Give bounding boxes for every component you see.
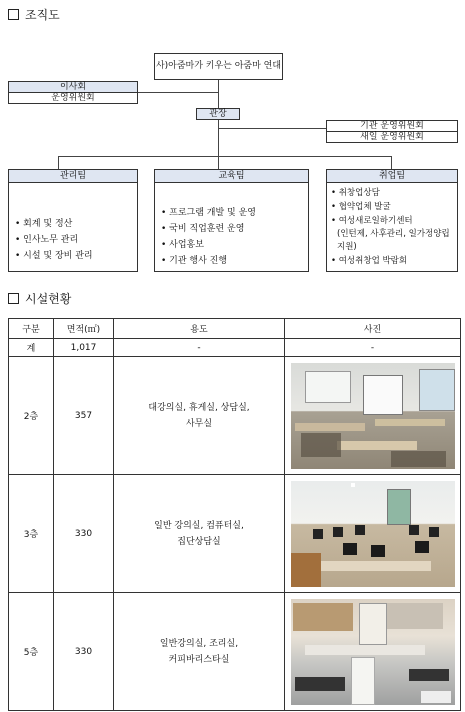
floor-use — [114, 593, 285, 711]
team-education-item: • 프로그램 개발 및 운영 — [161, 205, 302, 221]
team-employment-name: 취업팀 — [327, 170, 457, 183]
floor-photo-cell — [285, 593, 461, 711]
org-steering-node: 운영위원회 — [8, 92, 138, 104]
org-top-node: 사)아줌마가 키우는 아줌마 연대 — [154, 53, 283, 80]
floor-area: 357 — [54, 357, 114, 475]
org-connector — [58, 156, 391, 157]
table-row-total — [9, 339, 461, 357]
floor-label: 3층 — [9, 475, 54, 593]
team-education — [154, 169, 309, 272]
org-connector — [218, 128, 326, 129]
org-section-title — [8, 6, 60, 23]
table-row — [9, 475, 461, 593]
team-employment-item: • 협약업체 발굴 — [331, 200, 454, 214]
floor-use-line: 일반강의실, 조리실, — [159, 638, 239, 649]
header-cell: 면적(㎡) — [54, 319, 114, 339]
total-use: - — [114, 339, 285, 357]
computer-room-photo — [291, 481, 455, 587]
org-connector — [218, 156, 219, 169]
team-employment-item: • 여성새로일하기센터 — [331, 214, 454, 228]
table-row — [9, 357, 461, 475]
org-connector — [138, 92, 218, 93]
header-cell: 용도 — [114, 319, 285, 339]
floor-label: 2층 — [9, 357, 54, 475]
org-new-committee-node: 새일 운영위원회 — [326, 131, 458, 143]
org-connector — [218, 80, 219, 108]
org-board-node: 이사회 — [8, 81, 138, 93]
facility-section-title — [8, 290, 71, 307]
kitchen-photo — [291, 599, 455, 705]
team-admin-item: • 시설 및 장비 관리 — [15, 248, 131, 264]
floor-use-line: 사무실 — [185, 418, 213, 429]
floor-photo-cell — [285, 357, 461, 475]
facility-table — [8, 318, 461, 711]
team-employment-item-detail: (인턴제, 사후관리, 일가정양립지원) — [337, 229, 450, 252]
header-cell: 구분 — [9, 319, 54, 339]
floor-use-line: 커피바리스타실 — [168, 654, 230, 665]
header-cell: 사진 — [285, 319, 461, 339]
checkbox-square-icon — [8, 293, 19, 304]
org-connector — [218, 120, 219, 156]
team-employment — [326, 169, 458, 272]
floor-use-line: 대강의실, 휴게실, 상담실, — [148, 402, 250, 413]
floor-photo-cell — [285, 475, 461, 593]
floor-use-line: 집단상담실 — [177, 536, 221, 547]
floor-use — [114, 475, 285, 593]
team-education-name: 교육팀 — [155, 170, 308, 183]
org-director-node: 관장 — [196, 108, 240, 120]
team-admin — [8, 169, 138, 272]
floor-use — [114, 357, 285, 475]
floor-area: 330 — [54, 593, 114, 711]
team-admin-name: 관리팀 — [9, 170, 137, 183]
facility-section-title-text: 시설현황 — [25, 292, 72, 306]
floor-area: 330 — [54, 475, 114, 593]
classroom-photo — [291, 363, 455, 469]
team-admin-item: • 인사노무 관리 — [15, 232, 131, 248]
org-inst-committee-node: 기관 운영위원회 — [326, 120, 458, 132]
team-education-item: • 국비 직업훈련 운영 — [161, 221, 302, 237]
floor-label: 5층 — [9, 593, 54, 711]
team-employment-item: • 여성취창업 박람회 — [331, 254, 454, 268]
total-photo: - — [285, 339, 461, 357]
team-education-item: • 사업홍보 — [161, 237, 302, 253]
team-education-item: • 기관 행사 진행 — [161, 253, 302, 269]
team-admin-item: • 회계 및 정산 — [15, 216, 131, 232]
total-label: 계 — [9, 339, 54, 357]
floor-use-line: 일반 강의실, 컴퓨터실, — [154, 520, 244, 531]
total-area: 1,017 — [54, 339, 114, 357]
table-header-row — [9, 319, 461, 339]
table-row — [9, 593, 461, 711]
checkbox-square-icon — [8, 9, 19, 20]
team-employment-item: • 취창업상담 — [331, 186, 454, 200]
org-connector — [58, 156, 59, 169]
org-section-title-text: 조직도 — [25, 8, 60, 22]
org-connector — [391, 156, 392, 169]
